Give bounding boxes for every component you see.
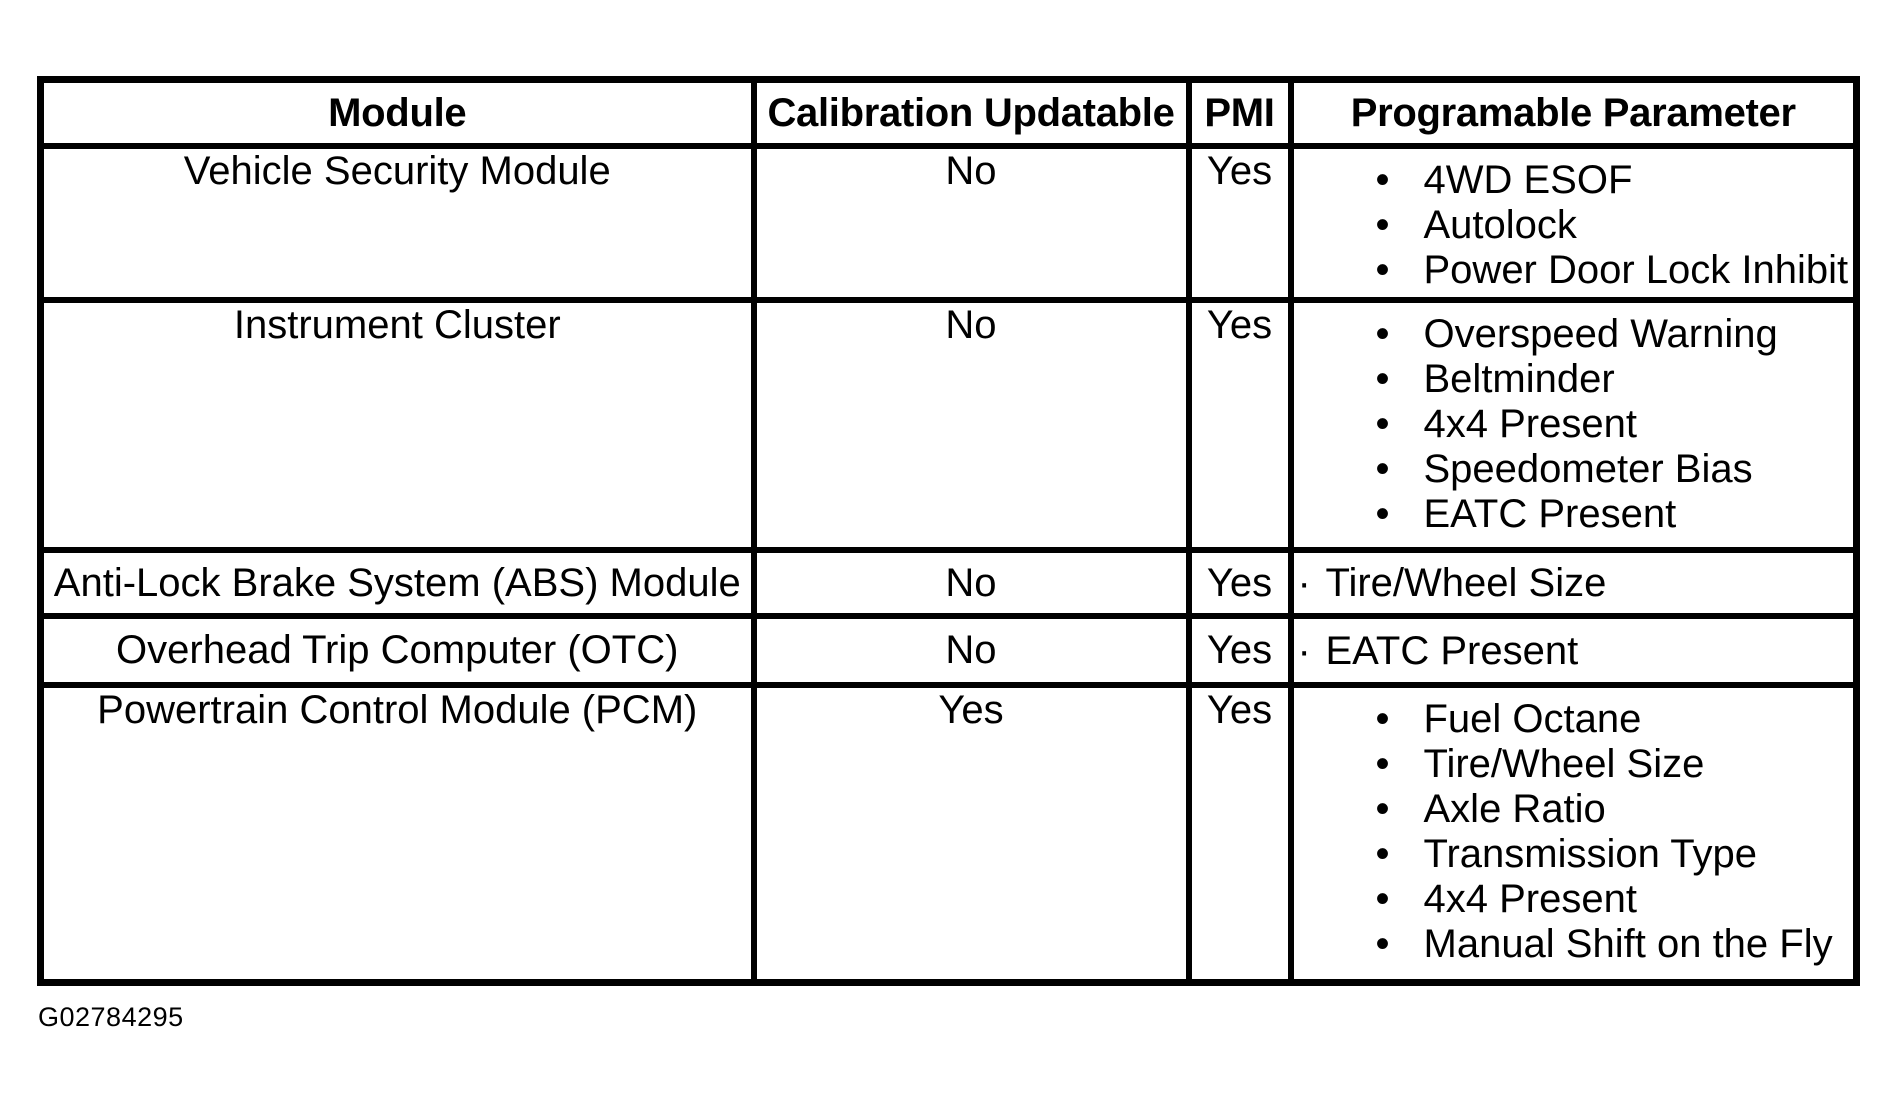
table-row (41, 616, 1857, 685)
col-header-calibration-updatable: Calibration Updatable (754, 80, 1189, 147)
parameter-item: • Overspeed Warning (1294, 312, 1854, 357)
table-row (41, 300, 1857, 550)
calibration-updatable-cell: Yes (754, 685, 1189, 982)
parameter-item: • 4x4 Present (1294, 877, 1854, 922)
parameter-item: • Manual Shift on the Fly (1294, 922, 1854, 967)
parameter-item: • Axle Ratio (1294, 787, 1854, 832)
programable-parameter-cell (1291, 616, 1857, 685)
calibration-updatable-cell: No (754, 146, 1189, 300)
parameter-list (1294, 688, 1854, 967)
calibration-updatable-cell: No (754, 550, 1189, 616)
parameter-item: · Tire/Wheel Size (1294, 561, 1854, 605)
parameter-item: • EATC Present (1294, 492, 1854, 537)
parameter-item: · EATC Present (1294, 629, 1854, 673)
module-name-cell: Vehicle Security Module (41, 146, 754, 300)
figure-id-label: G02784295 (38, 1002, 184, 1032)
parameter-item: • Fuel Octane (1294, 697, 1854, 742)
parameter-list (1294, 149, 1854, 293)
pmi-cell: Yes (1189, 300, 1291, 550)
col-header-programable-parameter: Programable Parameter (1291, 80, 1857, 147)
module-name-cell: Overhead Trip Computer (OTC) (41, 616, 754, 685)
table-header-row (41, 80, 1857, 147)
pmi-cell: Yes (1189, 550, 1291, 616)
parameter-item: • Beltminder (1294, 357, 1854, 402)
parameter-item: • Speedometer Bias (1294, 447, 1854, 492)
programable-parameter-cell (1291, 146, 1857, 300)
module-programming-table (37, 76, 1860, 986)
col-header-module: Module (41, 80, 754, 147)
parameter-item: • Transmission Type (1294, 832, 1854, 877)
programable-parameter-cell (1291, 300, 1857, 550)
parameter-item: • Tire/Wheel Size (1294, 742, 1854, 787)
programable-parameter-cell (1291, 550, 1857, 616)
parameter-item: • 4WD ESOF (1294, 158, 1854, 203)
pmi-cell: Yes (1189, 146, 1291, 300)
module-name-cell: Anti-Lock Brake System (ABS) Module (41, 550, 754, 616)
pmi-cell: Yes (1189, 685, 1291, 982)
parameter-item: • 4x4 Present (1294, 402, 1854, 447)
parameter-item: • Power Door Lock Inhibit (1294, 248, 1854, 293)
parameter-item: • Autolock (1294, 203, 1854, 248)
module-name-cell: Powertrain Control Module (PCM) (41, 685, 754, 982)
table-row (41, 685, 1857, 982)
parameter-list (1294, 629, 1854, 673)
calibration-updatable-cell: No (754, 616, 1189, 685)
parameter-list (1294, 561, 1854, 605)
module-name-cell: Instrument Cluster (41, 300, 754, 550)
col-header-pmi: PMI (1189, 80, 1291, 147)
table-row (41, 550, 1857, 616)
programable-parameter-cell (1291, 685, 1857, 982)
pmi-cell: Yes (1189, 616, 1291, 685)
parameter-list (1294, 303, 1854, 537)
calibration-updatable-cell: No (754, 300, 1189, 550)
table-row (41, 146, 1857, 300)
